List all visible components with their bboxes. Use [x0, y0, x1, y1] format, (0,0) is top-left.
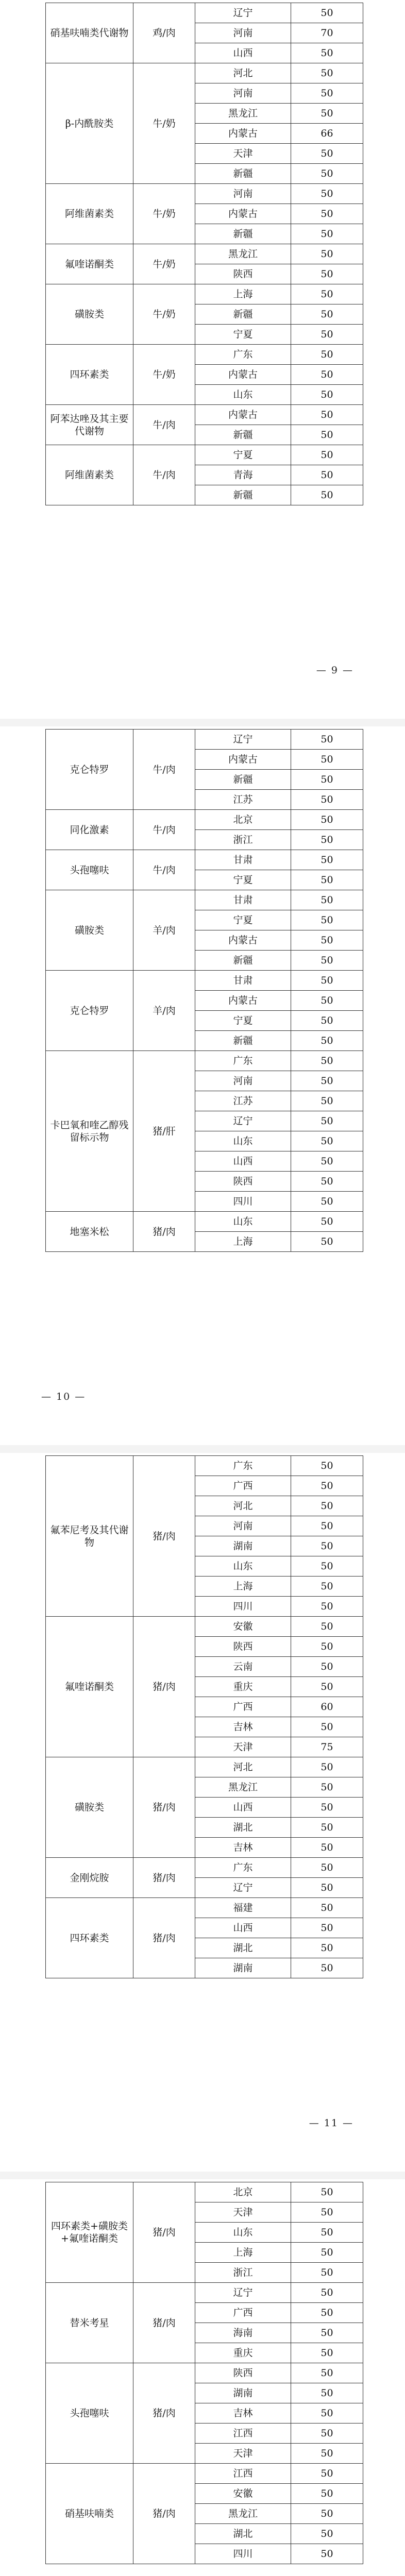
table-row: [46, 284, 363, 304]
province-cell: 内蒙古: [195, 991, 291, 1011]
page: [0, 2179, 405, 2576]
quantity-cell: 50: [291, 43, 363, 63]
drug-name-cell: 卡巴氧和喹乙醇残留标示物: [46, 1051, 133, 1212]
province-cell: 福建: [195, 1898, 291, 1918]
province-cell: 河南: [195, 23, 291, 43]
drug-name-cell: 同化激素: [46, 810, 133, 850]
province-cell: 甘肃: [195, 890, 291, 910]
quantity-cell: 50: [291, 2202, 363, 2223]
table-row: [46, 345, 363, 365]
province-cell: 北京: [195, 2182, 291, 2202]
province-cell: 山东: [195, 385, 291, 405]
quantity-cell: 50: [291, 304, 363, 325]
quantity-cell: 50: [291, 164, 363, 184]
quantity-cell: 50: [291, 1958, 363, 1978]
table-row: [46, 445, 363, 465]
province-cell: 辽宁: [195, 730, 291, 750]
province-cell: 山西: [195, 1151, 291, 1172]
quantity-cell: 60: [291, 1697, 363, 1717]
province-cell: 新疆: [195, 425, 291, 445]
quantity-cell: 50: [291, 790, 363, 810]
table-row: [46, 1212, 363, 1232]
province-cell: 辽宁: [195, 1111, 291, 1131]
quantity-cell: 50: [291, 1131, 363, 1151]
province-cell: 浙江: [195, 2263, 291, 2283]
quantity-cell: 50: [291, 1617, 363, 1637]
province-cell: 山西: [195, 43, 291, 63]
quantity-cell: 50: [291, 2223, 363, 2243]
province-cell: 内蒙古: [195, 204, 291, 224]
quantity-cell: 50: [291, 1212, 363, 1232]
province-cell: 海南: [195, 2323, 291, 2343]
drug-name-cell: 替米考星: [46, 2283, 133, 2363]
province-cell: 新疆: [195, 1031, 291, 1051]
table-row: [46, 890, 363, 910]
quantity-cell: 50: [291, 445, 363, 465]
animal-tissue-cell: 牛/奶: [133, 63, 195, 184]
quantity-cell: 50: [291, 1838, 363, 1858]
table-row: [46, 850, 363, 870]
province-cell: 青海: [195, 465, 291, 485]
quantity-cell: 50: [291, 1898, 363, 1918]
province-cell: 山西: [195, 1918, 291, 1938]
province-cell: 黑龙江: [195, 1777, 291, 1798]
page: [0, 0, 405, 721]
quantity-cell: 70: [291, 23, 363, 43]
quantity-cell: 50: [291, 244, 363, 264]
drug-name-cell: 金刚烷胺: [46, 1858, 133, 1898]
province-cell: 广西: [195, 1476, 291, 1496]
drug-name-cell: 硝基呋喃类代谢物: [46, 3, 133, 63]
province-cell: 陕西: [195, 2363, 291, 2383]
province-cell: 湖北: [195, 2524, 291, 2544]
table-row: [46, 1898, 363, 1918]
province-cell: 新疆: [195, 485, 291, 505]
quantity-cell: 50: [291, 1858, 363, 1878]
quantity-cell: 50: [291, 850, 363, 870]
quantity-cell: 50: [291, 1556, 363, 1577]
province-cell: 北京: [195, 810, 291, 830]
table-row: [46, 1456, 363, 1476]
quantity-cell: 50: [291, 2343, 363, 2363]
province-cell: 湖南: [195, 2383, 291, 2403]
quantity-cell: 50: [291, 2263, 363, 2283]
quantity-cell: 50: [291, 1577, 363, 1597]
quantity-cell: 50: [291, 1091, 363, 1111]
animal-tissue-cell: 猪/肉: [133, 1757, 195, 1858]
table-row: [46, 1858, 363, 1878]
quantity-cell: 50: [291, 1798, 363, 1818]
sampling-table: [45, 729, 363, 1252]
province-cell: 江西: [195, 2464, 291, 2484]
province-cell: 宁夏: [195, 445, 291, 465]
animal-tissue-cell: 猪/肉: [133, 2363, 195, 2464]
province-cell: 河北: [195, 1496, 291, 1516]
quantity-cell: 50: [291, 1757, 363, 1777]
province-cell: 安徽: [195, 2484, 291, 2504]
drug-name-cell: 四环素类+磺胺类+氟喹诺酮类: [46, 2182, 133, 2283]
province-cell: 广西: [195, 1697, 291, 1717]
quantity-cell: 50: [291, 1818, 363, 1838]
quantity-cell: 50: [291, 1232, 363, 1252]
province-cell: 湖北: [195, 1818, 291, 1838]
quantity-cell: 50: [291, 2383, 363, 2403]
quantity-cell: 50: [291, 2424, 363, 2444]
province-cell: 辽宁: [195, 3, 291, 23]
province-cell: 上海: [195, 1232, 291, 1252]
table-row: [46, 1617, 363, 1637]
drug-name-cell: 磺胺类: [46, 1757, 133, 1858]
quantity-cell: 50: [291, 1071, 363, 1091]
quantity-cell: 50: [291, 2403, 363, 2424]
province-cell: 湖南: [195, 1536, 291, 1556]
table-row: [46, 2363, 363, 2383]
quantity-cell: 50: [291, 930, 363, 951]
province-cell: 天津: [195, 1737, 291, 1757]
province-cell: 宁夏: [195, 1011, 291, 1031]
quantity-cell: 50: [291, 971, 363, 991]
sampling-table: [45, 1455, 363, 1978]
province-cell: 天津: [195, 2444, 291, 2464]
province-cell: 新疆: [195, 304, 291, 325]
quantity-cell: 50: [291, 1516, 363, 1536]
quantity-cell: 50: [291, 1717, 363, 1737]
quantity-cell: 50: [291, 63, 363, 83]
province-cell: 江苏: [195, 1091, 291, 1111]
quantity-cell: 50: [291, 3, 363, 23]
province-cell: 内蒙古: [195, 930, 291, 951]
quantity-cell: 50: [291, 951, 363, 971]
table-row: [46, 730, 363, 750]
province-cell: 河南: [195, 1516, 291, 1536]
quantity-cell: 50: [291, 104, 363, 124]
province-cell: 内蒙古: [195, 365, 291, 385]
quantity-cell: 50: [291, 1536, 363, 1556]
table-row: [46, 244, 363, 264]
table-row: [46, 405, 363, 425]
quantity-cell: 50: [291, 830, 363, 850]
province-cell: 广东: [195, 1456, 291, 1476]
province-cell: 宁夏: [195, 870, 291, 890]
drug-name-cell: 磺胺类: [46, 890, 133, 971]
quantity-cell: 50: [291, 1597, 363, 1617]
province-cell: 内蒙古: [195, 750, 291, 770]
quantity-cell: 50: [291, 1878, 363, 1898]
province-cell: 广西: [195, 2303, 291, 2323]
quantity-cell: 50: [291, 2363, 363, 2383]
table-row: [46, 2464, 363, 2484]
table-row: [46, 1051, 363, 1071]
animal-tissue-cell: 猪/肉: [133, 1898, 195, 1978]
table-row: [46, 184, 363, 204]
province-cell: 山东: [195, 2223, 291, 2243]
quantity-cell: 50: [291, 2243, 363, 2263]
animal-tissue-cell: 猪/肝: [133, 1051, 195, 1212]
province-cell: 黑龙江: [195, 2504, 291, 2524]
drug-name-cell: 克仑特罗: [46, 971, 133, 1051]
province-cell: 新疆: [195, 770, 291, 790]
province-cell: 四川: [195, 2544, 291, 2564]
quantity-cell: 50: [291, 1031, 363, 1051]
quantity-cell: 50: [291, 425, 363, 445]
quantity-cell: 75: [291, 1737, 363, 1757]
quantity-cell: 50: [291, 405, 363, 425]
quantity-cell: 50: [291, 1677, 363, 1697]
drug-name-cell: 氟喹诺酮类: [46, 244, 133, 284]
province-cell: 山东: [195, 1212, 291, 1232]
province-cell: 内蒙古: [195, 405, 291, 425]
table-row: [46, 1757, 363, 1777]
animal-tissue-cell: 牛/肉: [133, 810, 195, 850]
quantity-cell: 50: [291, 2303, 363, 2323]
province-cell: 广东: [195, 1051, 291, 1071]
animal-tissue-cell: 羊/肉: [133, 971, 195, 1051]
province-cell: 河南: [195, 1071, 291, 1091]
quantity-cell: 50: [291, 2283, 363, 2303]
drug-name-cell: β-内酰胺类: [46, 63, 133, 184]
drug-name-cell: 头孢噻呋: [46, 850, 133, 890]
quantity-cell: 50: [291, 1657, 363, 1677]
province-cell: 广东: [195, 1858, 291, 1878]
drug-name-cell: 头孢噻呋: [46, 2363, 133, 2464]
page-number: — 9 —: [316, 665, 353, 676]
page-number: — 11 —: [309, 2117, 353, 2129]
quantity-cell: 50: [291, 1918, 363, 1938]
province-cell: 江西: [195, 2424, 291, 2444]
table-row: [46, 2283, 363, 2303]
province-cell: 江苏: [195, 790, 291, 810]
drug-name-cell: 地塞米松: [46, 1212, 133, 1252]
province-cell: 重庆: [195, 2343, 291, 2363]
province-cell: 山东: [195, 1556, 291, 1577]
quantity-cell: 50: [291, 2524, 363, 2544]
quantity-cell: 50: [291, 2484, 363, 2504]
animal-tissue-cell: 猪/肉: [133, 1212, 195, 1252]
quantity-cell: 50: [291, 2444, 363, 2464]
animal-tissue-cell: 牛/肉: [133, 405, 195, 445]
quantity-cell: 50: [291, 284, 363, 304]
table-row: [46, 810, 363, 830]
province-cell: 宁夏: [195, 910, 291, 930]
sampling-table: [45, 3, 363, 505]
province-cell: 新疆: [195, 224, 291, 244]
province-cell: 河北: [195, 63, 291, 83]
quantity-cell: 50: [291, 1011, 363, 1031]
animal-tissue-cell: 猪/肉: [133, 2283, 195, 2363]
province-cell: 天津: [195, 2202, 291, 2223]
province-cell: 广东: [195, 345, 291, 365]
table-row: [46, 971, 363, 991]
province-cell: 陕西: [195, 1637, 291, 1657]
quantity-cell: 50: [291, 1476, 363, 1496]
drug-name-cell: 四环素类: [46, 345, 133, 405]
quantity-cell: 50: [291, 204, 363, 224]
province-cell: 上海: [195, 1577, 291, 1597]
province-cell: 甘肃: [195, 971, 291, 991]
quantity-cell: 50: [291, 385, 363, 405]
province-cell: 湖南: [195, 1958, 291, 1978]
province-cell: 新疆: [195, 164, 291, 184]
province-cell: 新疆: [195, 951, 291, 971]
province-cell: 湖北: [195, 1938, 291, 1958]
animal-tissue-cell: 猪/肉: [133, 1456, 195, 1617]
quantity-cell: 50: [291, 770, 363, 790]
province-cell: 黑龙江: [195, 244, 291, 264]
quantity-cell: 50: [291, 224, 363, 244]
drug-name-cell: 克仑特罗: [46, 730, 133, 810]
province-cell: 陕西: [195, 264, 291, 284]
province-cell: 云南: [195, 1657, 291, 1677]
province-cell: 上海: [195, 284, 291, 304]
drug-name-cell: 阿苯达唑及其主要代谢物: [46, 405, 133, 445]
province-cell: 辽宁: [195, 2283, 291, 2303]
animal-tissue-cell: 鸡/肉: [133, 3, 195, 63]
province-cell: 四川: [195, 1192, 291, 1212]
drug-name-cell: 阿维菌素类: [46, 184, 133, 244]
animal-tissue-cell: 牛/奶: [133, 284, 195, 345]
quantity-cell: 50: [291, 750, 363, 770]
quantity-cell: 50: [291, 144, 363, 164]
animal-tissue-cell: 牛/奶: [133, 244, 195, 284]
quantity-cell: 50: [291, 2544, 363, 2564]
province-cell: 山东: [195, 1131, 291, 1151]
drug-name-cell: 硝基呋喃类: [46, 2464, 133, 2564]
quantity-cell: 50: [291, 345, 363, 365]
province-cell: 山西: [195, 1798, 291, 1818]
page: [0, 726, 405, 1448]
province-cell: 辽宁: [195, 1878, 291, 1898]
province-cell: 陕西: [195, 1172, 291, 1192]
quantity-cell: 50: [291, 465, 363, 485]
animal-tissue-cell: 猪/肉: [133, 2182, 195, 2283]
quantity-cell: 50: [291, 1151, 363, 1172]
animal-tissue-cell: 猪/肉: [133, 2464, 195, 2564]
province-cell: 吉林: [195, 1717, 291, 1737]
quantity-cell: 50: [291, 870, 363, 890]
province-cell: 河南: [195, 184, 291, 204]
sampling-table: [45, 2182, 363, 2564]
province-cell: 河南: [195, 83, 291, 104]
animal-tissue-cell: 牛/奶: [133, 345, 195, 405]
province-cell: 安徽: [195, 1617, 291, 1637]
quantity-cell: 50: [291, 1051, 363, 1071]
quantity-cell: 50: [291, 1111, 363, 1131]
page: [0, 1453, 405, 2174]
province-cell: 宁夏: [195, 325, 291, 345]
province-cell: 天津: [195, 144, 291, 164]
drug-name-cell: 四环素类: [46, 1898, 133, 1978]
quantity-cell: 50: [291, 730, 363, 750]
table-row: [46, 63, 363, 83]
animal-tissue-cell: 牛/肉: [133, 445, 195, 505]
province-cell: 浙江: [195, 830, 291, 850]
quantity-cell: 50: [291, 365, 363, 385]
quantity-cell: 50: [291, 184, 363, 204]
quantity-cell: 50: [291, 1172, 363, 1192]
quantity-cell: 50: [291, 1496, 363, 1516]
quantity-cell: 50: [291, 325, 363, 345]
quantity-cell: 50: [291, 2323, 363, 2343]
table-row: [46, 3, 363, 23]
province-cell: 吉林: [195, 1838, 291, 1858]
drug-name-cell: 氟喹诺酮类: [46, 1617, 133, 1757]
quantity-cell: 50: [291, 810, 363, 830]
drug-name-cell: 氟苯尼考及其代谢物: [46, 1456, 133, 1617]
page-number: — 10 —: [41, 1391, 86, 1402]
animal-tissue-cell: 猪/肉: [133, 1858, 195, 1898]
animal-tissue-cell: 牛/奶: [133, 184, 195, 244]
quantity-cell: 50: [291, 2504, 363, 2524]
province-cell: 河北: [195, 1757, 291, 1777]
quantity-cell: 50: [291, 910, 363, 930]
quantity-cell: 50: [291, 1777, 363, 1798]
province-cell: 内蒙古: [195, 124, 291, 144]
province-cell: 重庆: [195, 1677, 291, 1697]
table-row: [46, 2182, 363, 2202]
animal-tissue-cell: 猪/肉: [133, 1617, 195, 1757]
quantity-cell: 50: [291, 890, 363, 910]
quantity-cell: 50: [291, 485, 363, 505]
animal-tissue-cell: 牛/肉: [133, 730, 195, 810]
drug-name-cell: 磺胺类: [46, 284, 133, 345]
quantity-cell: 50: [291, 991, 363, 1011]
quantity-cell: 50: [291, 2182, 363, 2202]
quantity-cell: 50: [291, 1637, 363, 1657]
quantity-cell: 50: [291, 1192, 363, 1212]
animal-tissue-cell: 羊/肉: [133, 890, 195, 971]
quantity-cell: 66: [291, 124, 363, 144]
province-cell: 上海: [195, 2243, 291, 2263]
animal-tissue-cell: 牛/肉: [133, 850, 195, 890]
quantity-cell: 50: [291, 1938, 363, 1958]
drug-name-cell: 阿维菌素类: [46, 445, 133, 505]
quantity-cell: 50: [291, 1456, 363, 1476]
province-cell: 甘肃: [195, 850, 291, 870]
province-cell: 四川: [195, 1597, 291, 1617]
quantity-cell: 50: [291, 2464, 363, 2484]
quantity-cell: 50: [291, 83, 363, 104]
province-cell: 黑龙江: [195, 104, 291, 124]
quantity-cell: 50: [291, 264, 363, 284]
province-cell: 吉林: [195, 2403, 291, 2424]
